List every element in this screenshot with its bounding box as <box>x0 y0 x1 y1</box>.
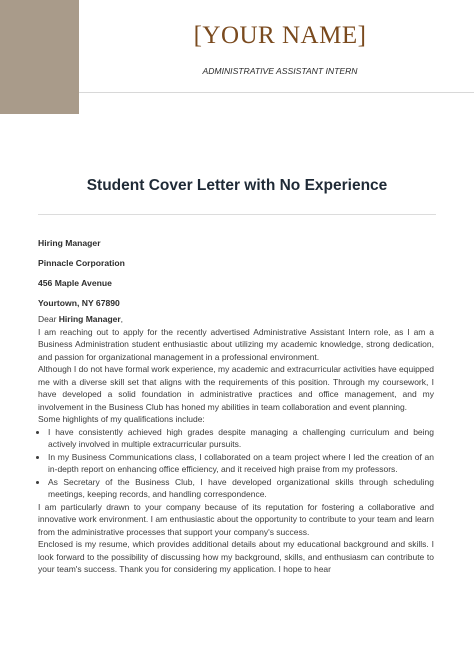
paragraph-experience: Although I do not have formal work experience, my academic and extracurricular activities have equipped me with a diverse skill set that aligns with the requirements of this position. Through my coursework, I have developed a solid foundation in administrative practices and office management, and my involvement in the Business Club has honed my abilities in team collaboration and event planning. <box>38 364 434 412</box>
header-divider <box>79 92 474 93</box>
salutation <box>38 313 434 326</box>
list-item: • As Secretary of the Business Club, I have developed organizational skills through scheduling meetings, keeping records, and handling correspondence. <box>48 476 434 501</box>
letter-body <box>38 313 434 576</box>
paragraph-highlights-intro: Some highlights of my qualifications include: <box>38 414 205 424</box>
recipient-street: 456 Maple Avenue <box>38 278 112 288</box>
applicant-name: [YOUR NAME] <box>193 22 367 49</box>
salutation-suffix: , <box>120 314 124 324</box>
salutation-prefix: Dear <box>38 314 59 324</box>
salutation-name: Hiring Manager <box>58 314 121 324</box>
highlights-list <box>38 426 434 501</box>
letter-title: Student Cover Letter with No Experience <box>86 177 388 194</box>
header-accent-block <box>0 0 79 114</box>
recipient-city: Yourtown, NY 67890 <box>38 298 120 308</box>
paragraph-interest: I am particularly drawn to your company because of its reputation for fostering a collaborative and innovative work environment. I am enthusiastic about the opportunity to contribute to your team and learn from the administrative processes that support your company's success. <box>38 501 434 537</box>
recipient-name: Hiring Manager <box>38 238 101 248</box>
paragraph-closing: Enclosed is my resume, which provides additional details about my educational background and skills. I look forward to the possibility of discussing how my background, skills, and enthusiasm can contribute to your team's success. Thank you for considering my application. I hope to hear <box>38 539 434 574</box>
recipient-company: Pinnacle Corporation <box>38 258 125 268</box>
applicant-role: ADMINISTRATIVE ASSISTANT INTERN <box>202 66 358 76</box>
title-divider <box>38 214 436 215</box>
list-item: • I have consistently achieved high grades despite managing a challenging curriculum and being actively involved in multiple extracurricular pursuits. <box>48 426 434 451</box>
list-item: • In my Business Communications class, I collaborated on a team project where I led the creation of an in-depth report on enhancing office efficiency, and it received high praise from my professors. <box>48 451 434 476</box>
paragraph-intro: I am reaching out to apply for the recently advertised Administrative Assistant Intern role, as I am a Business Administration student enthusiastic about utilizing my academic knowledge, strong dedication, and passion for organizational management in a professional environment. <box>38 326 434 362</box>
